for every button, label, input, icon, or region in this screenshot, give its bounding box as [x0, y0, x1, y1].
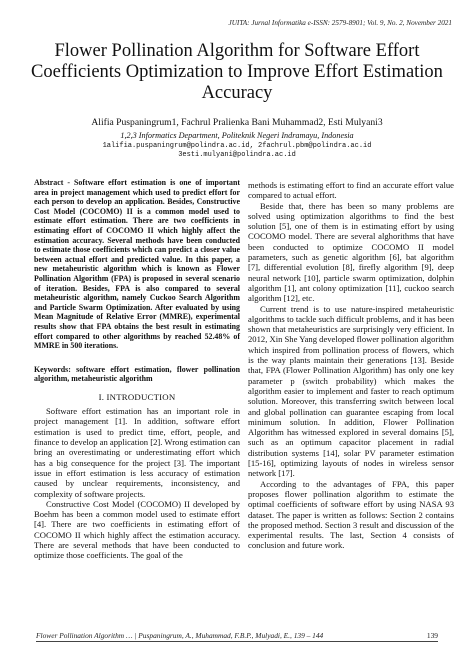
left-column [34, 178, 240, 561]
body-paragraph: Beside that, there has been so many problems are solved using optimization algorithms to find the best solution [5], one of them is in estimating effort by using COCOMO model. There are several alghorithms that have been conducted to optimize COCOMO II model parameters, such as genetic algorithm [6], bat algorithm [7], differential evolution [8], firefly algorithm [9], deep neural network [10], particle swarm optimization, dolphin algorithm [1], ant colony optimization [11], cuckoo search algorithm [12], etc. [248, 200, 454, 304]
affiliation: 1,2,3 Informatics Department, Politeknik Negeri Indramayu, Indonesia [120, 131, 354, 140]
author-emails [20, 142, 454, 161]
footer-citation: Flower Pollination Algorithm … | Puspaningrum, A., Muhammad, F.B.P., Mulyadi, E., 139 – 144 [36, 631, 324, 640]
body-paragraph: Current trend is to use nature-inspired metaheuristic algorithms to tackle such difficult problems, and it has been shown that metaheuristics are surprisingly very efficient. In 2012, Xin She Yang developed flower pollination algorithm which inspired from pollination process of flowers, which is the way plants maintain their generations [13]. Beside that, FPA (Flower Pollination Algorithm) has only one key parameter p (switch probability) which makes the algorithm easier to implement and faster to reach optimum solution. Moreover, this transferring switch between local and global pollination can guarantee escaping from local minimum solution. In addition, Flower Pollination Algorithm has witnessed explored in several domains [5], such as an optimum capacitor placement in radial distribution systems [14], solar PV parameter estimation [15-16], optimizing layouts of nodes in wireless sensor network [17]. [248, 303, 454, 479]
body-paragraph: According to the advantages of FPA, this paper proposes flower pollination algorithm to estimate the optimal coefficients of software effort by using NASA 93 dataset. The paper is written as follows: Section 2 contains the proposed method. Section 3 result and discussion of the experimental results. The last, Section 4 consists of conclusion and future work. [248, 478, 454, 551]
email-line[interactable]: 1alifia.puspaningrum@polindra.ac.id, 2fachrul.pbm@polindra.ac.id [102, 142, 372, 150]
body-paragraph: Software effort estimation has an important role in project management [1]. In addition, software effort estimation is used to predict time, effort, people, and finance to develop an application [2]. Wrong estimation can bring an overestimating or underestimating effort which has a big consequence for the project [3]. The important issue in effort estimation is less accuracy of estimation caused by unclear requirements, inconsistency, and complexity of software projects. [34, 406, 240, 499]
journal-header: JUITA: Jurnal Informatika e-ISSN: 2579-8901; Vol. 9, No. 2, November 2021 [228, 19, 452, 27]
page-number: 139 [426, 631, 438, 640]
right-column [248, 180, 454, 551]
body-paragraph: methods is estimating effort to find an accurate effort value compared to actual effort. [248, 180, 454, 201]
author-list: Alifia Puspaningrum1, Fachrul Pralienka Bani Muhammad2, Esti Mulyani3 [91, 117, 383, 128]
body-paragraph: Constructive Cost Model (COCOMO) II developed by Boehm has been a common model used to estimate effort [4]. There are two coefficients in estimating effort of COCOMO II which highly affect the estimation accuracy. There are several methods that have been conducted to optimize those coefficients. The goal of the [34, 498, 240, 561]
keywords: Keywords: software effort estimation, flower pollination algorithm, metaheuristic algorithm [34, 364, 240, 384]
section-heading-introduction: I. INTRODUCTION [98, 391, 176, 402]
abstract: Abstract - Software effort estimation is one of important area in project management which used to predict effort for each person to develop an application. Besides, Constructive Cost Model (COCOMO) II is a common model used to estimate effort estimation. There are two coefficients in estimating effort of COCOMO II which highly affect the estimation accuracy. Several methods have been conducted to estimate those coefficients which can predict a closer value between actual effort and predicted value. In this paper, a new metaheuristic algorithm which is known as Flower Pollination Algorithm (FPA) is proposed in several scenario of iteration. Besides, FPA is also compared to several metaheuristic algorithm, namely Cuckoo Search Algorithm and Particle Swarm Optimization. After evaluated by using Mean Magnitude of Relative Error (MMRE), experimental results show that FPA obtains the best result in estimating effort compared to other algorithms by reached 52.48% of MMRE in 500 iterations. [34, 178, 240, 351]
page-footer [36, 631, 438, 642]
email-line[interactable]: 3esti.mulyani@polindra.ac.id [178, 151, 296, 160]
paper-title: Flower Pollination Algorithm for Software Effort Coefficients Optimization to Improve Effort Estimation Accuracy [31, 41, 443, 103]
